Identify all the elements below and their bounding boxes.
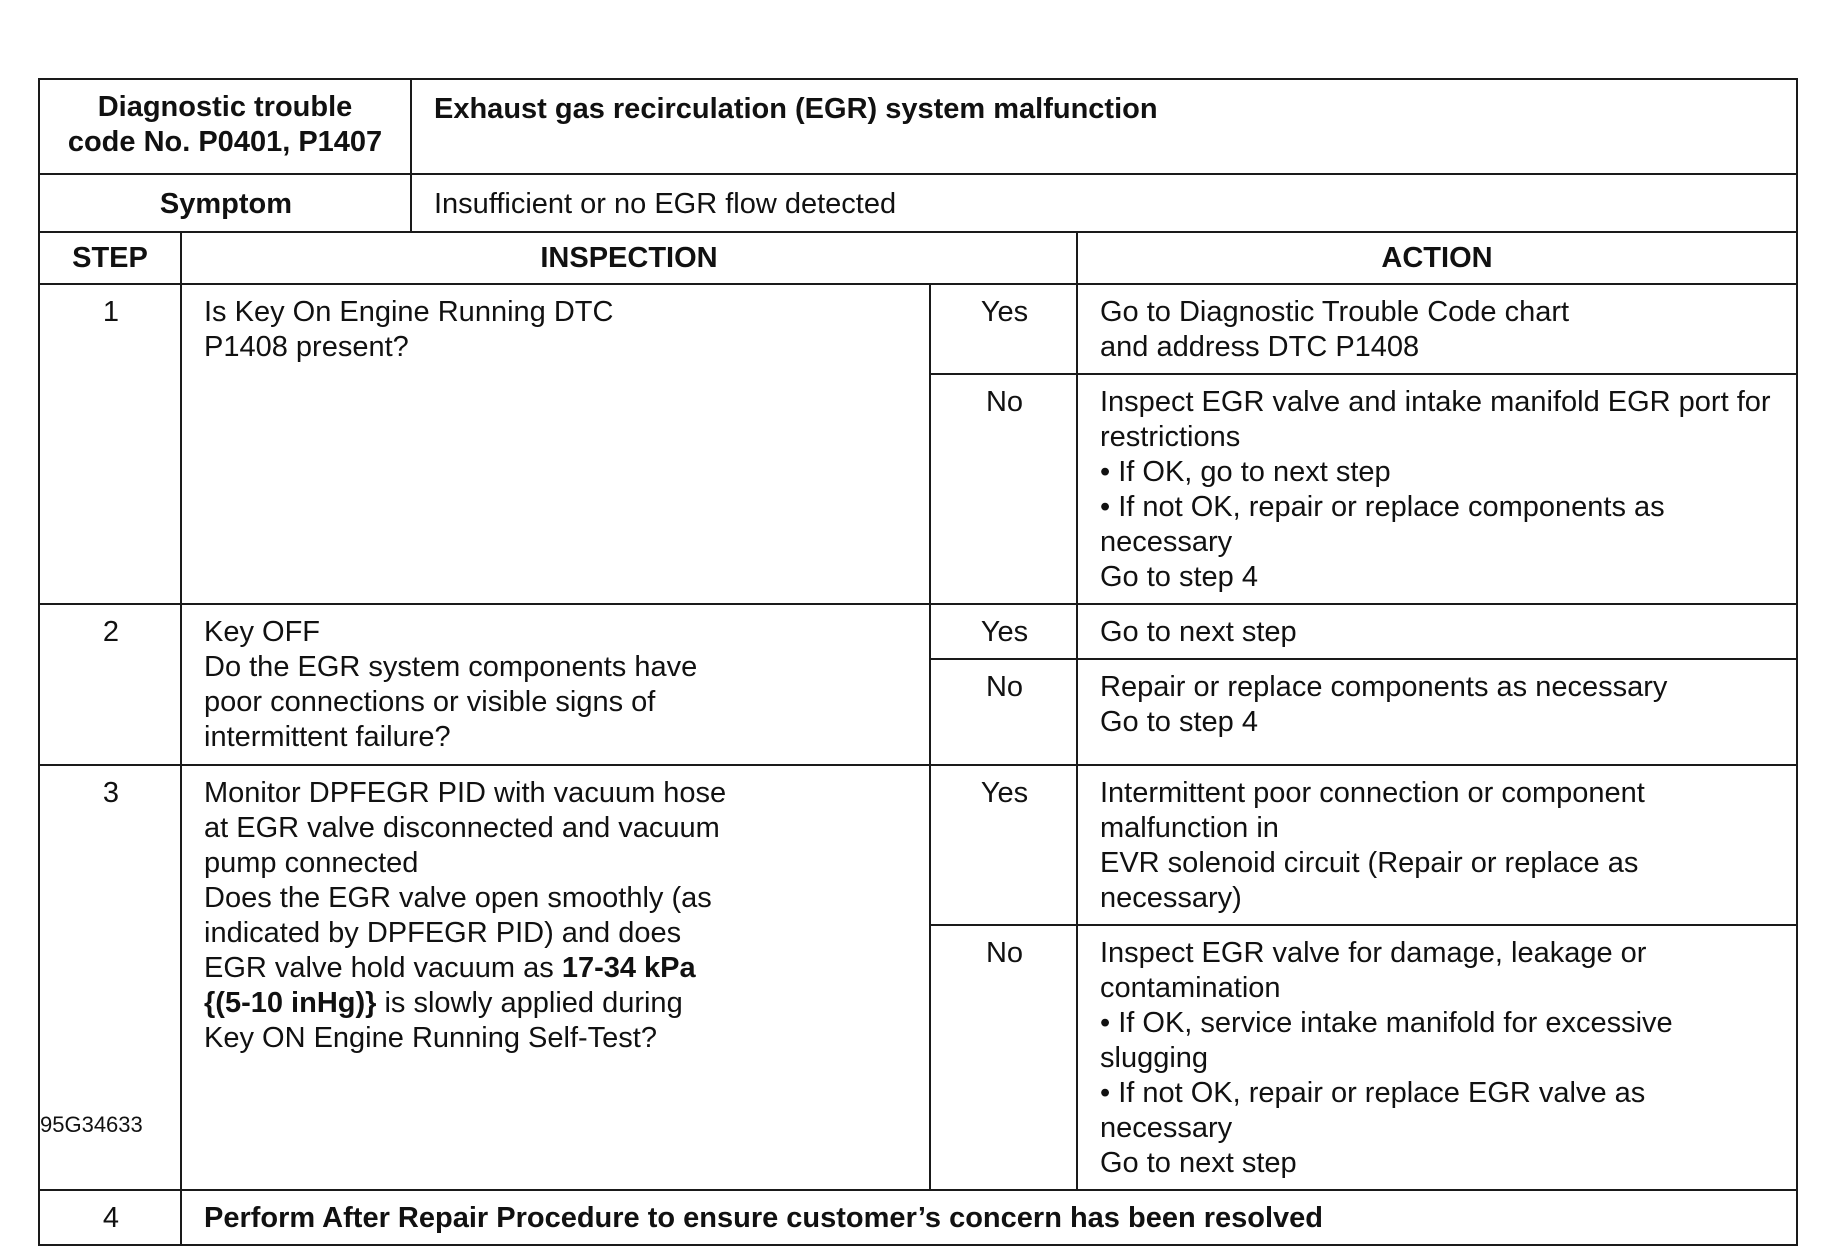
inspection-line: intermittent failure?: [204, 721, 451, 753]
action-line: Go to next step: [1100, 1147, 1297, 1179]
dtc-label-cell: [39, 79, 411, 174]
inspection-line: [204, 986, 909, 1021]
step-1-yes-action: [1077, 284, 1797, 374]
column-header-row: [39, 232, 1797, 284]
action-line: • If not OK, repair or replace EGR valve as necessary: [1100, 1077, 1646, 1144]
step-1-yes-row: [39, 284, 1797, 374]
action-line: restrictions: [1100, 421, 1241, 453]
pressure-value: 17-34 kPa: [561, 952, 696, 984]
inspection-line: [204, 951, 909, 986]
inspection-line: Key OFF: [204, 616, 321, 648]
inspection-line: at EGR valve disconnected and vacuum: [204, 812, 720, 844]
step-2-inspection: [181, 604, 930, 765]
inspection-line: poor connections or visible signs of: [204, 686, 656, 718]
inspection-line: indicated by DPFEGR PID) and does: [204, 917, 682, 949]
inspection-column-header: INSPECTION: [181, 232, 1077, 284]
action-line: Inspect EGR valve for damage, leakage or contamination: [1100, 937, 1647, 1004]
action-line: • If not OK, repair or replace components as necessary: [1100, 491, 1665, 558]
step-2-no-action: [1077, 659, 1797, 765]
symptom-text: Insufficient or no EGR flow detected: [411, 174, 1797, 232]
dtc-label-line: Diagnostic trouble: [97, 91, 353, 123]
step-3-no-action: [1077, 925, 1797, 1190]
pressure-value-inhg: {(5-10 inHg)}: [204, 987, 377, 1019]
action-line: Repair or replace components as necessary: [1100, 671, 1668, 703]
step-1-number: 1: [39, 284, 181, 604]
inspection-line: Do the EGR system components have: [204, 651, 698, 683]
inspection-line: Key ON Engine Running Self-Test?: [204, 1022, 657, 1054]
inspection-line: Does the EGR valve open smoothly (as: [204, 882, 712, 914]
step-3-inspection: [181, 765, 930, 1190]
step-1-yes-label: Yes: [930, 284, 1077, 374]
inspection-line: Is Key On Engine Running DTC: [204, 296, 614, 328]
step-2-no-label: No: [930, 659, 1077, 765]
dtc-row: [39, 79, 1797, 174]
action-line: and address DTC P1408: [1100, 331, 1420, 363]
symptom-row: [39, 174, 1797, 232]
step-3-number: 3: [39, 765, 181, 1190]
step-4-text: Perform After Repair Procedure to ensure customer’s concern has been resolved: [181, 1190, 1797, 1245]
step-2-yes-row: [39, 604, 1797, 659]
step-column-header: STEP: [39, 232, 181, 284]
figure-code: 95G34633: [40, 1112, 143, 1137]
inspection-line: P1408 present?: [204, 331, 409, 363]
step-2-number: 2: [39, 604, 181, 765]
action-line: • If OK, service intake manifold for excessive slugging: [1100, 1007, 1673, 1074]
step-4-number: 4: [39, 1190, 181, 1245]
inspection-line: pump connected: [204, 847, 419, 879]
action-column-header: ACTION: [1077, 232, 1797, 284]
action-line: Go to step 4: [1100, 706, 1258, 738]
action-line: EVR solenoid circuit (Repair or replace as necessary): [1100, 847, 1639, 914]
action-line: Go to Diagnostic Trouble Code chart: [1100, 296, 1570, 328]
step-1-no-action: [1077, 374, 1797, 604]
action-line: • If OK, go to next step: [1100, 456, 1391, 488]
inspection-text: EGR valve hold vacuum as: [204, 952, 562, 984]
step-3-yes-label: Yes: [930, 765, 1077, 925]
inspection-line: Monitor DPFEGR PID with vacuum hose: [204, 777, 727, 809]
action-line: Inspect EGR valve and intake manifold EGR port for: [1100, 386, 1771, 418]
step-1-no-label: No: [930, 374, 1077, 604]
symptom-label: Symptom: [39, 174, 411, 232]
diagnostic-table: [38, 78, 1798, 1246]
action-line: Go to next step: [1100, 616, 1297, 648]
step-2-yes-label: Yes: [930, 604, 1077, 659]
step-3-no-label: No: [930, 925, 1077, 1190]
dtc-title: Exhaust gas recirculation (EGR) system malfunction: [411, 79, 1797, 174]
dtc-code-line: code No. P0401, P1407: [67, 126, 383, 158]
step-4-row: [39, 1190, 1797, 1245]
inspection-text: is slowly applied during: [376, 987, 683, 1019]
step-2-yes-action: [1077, 604, 1797, 659]
action-line: Intermittent poor connection or component malfunction in: [1100, 777, 1645, 844]
step-1-inspection: [181, 284, 930, 604]
step-3-yes-row: [39, 765, 1797, 925]
action-line: Go to step 4: [1100, 561, 1258, 593]
step-3-yes-action: [1077, 765, 1797, 925]
